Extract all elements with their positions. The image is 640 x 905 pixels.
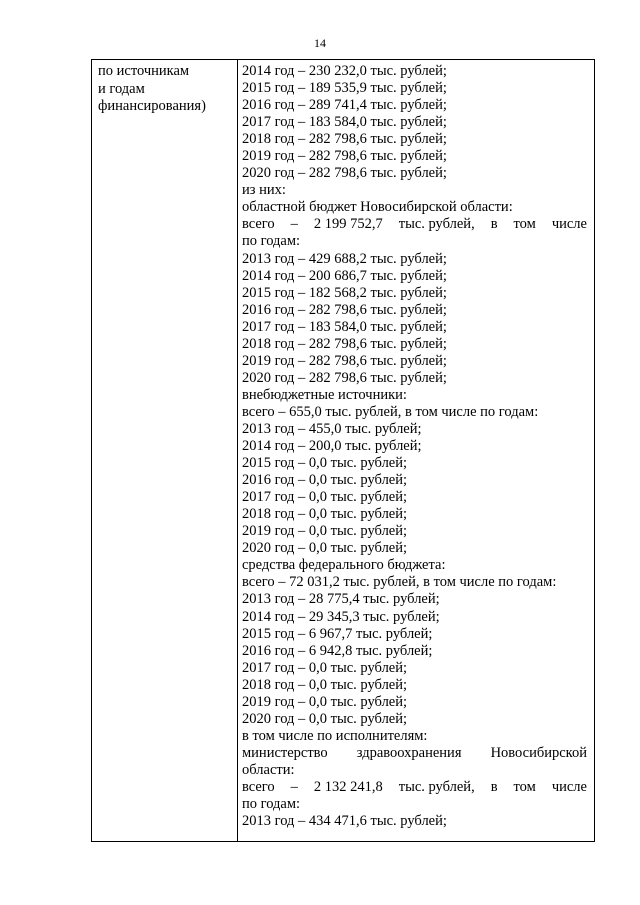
text-line: 2015 год – 189 535,9 тыс. рублей; — [242, 80, 447, 97]
text-line: областной бюджет Новосибирской области: — [242, 199, 513, 216]
justified-text-line — [242, 216, 587, 233]
justified-text-line — [242, 745, 587, 762]
text-line: 2020 год – 282 798,6 тыс. рублей; — [242, 165, 447, 182]
word: здравоохранения — [356, 744, 462, 761]
text-line: 2013 год – 434 471,6 тыс. рублей; — [242, 813, 447, 830]
text-line: 2016 год – 6 942,8 тыс. рублей; — [242, 642, 433, 659]
text-line: 2013 год – 429 688,2 тыс. рублей; — [242, 250, 447, 267]
text-line: 2017 год – 0,0 тыс. рублей; — [242, 659, 408, 676]
column-divider — [237, 60, 238, 841]
word: тыс. рублей, — [398, 778, 475, 795]
text-line: и годам — [98, 80, 145, 97]
text-line: по годам: — [242, 233, 301, 250]
text-line: 2019 год – 282 798,6 тыс. рублей; — [242, 148, 447, 165]
text-line: по годам: — [242, 796, 301, 813]
word: 2 132 241,8 — [313, 778, 383, 795]
word: том — [513, 216, 536, 233]
word: 2 199 752,7 — [313, 216, 383, 233]
word: в — [490, 778, 498, 795]
word: – — [290, 216, 298, 233]
text-line: 2018 год – 0,0 тыс. рублей; — [242, 676, 408, 693]
right-cell — [242, 63, 587, 830]
text-line: в том числе по исполнителям: — [242, 727, 428, 744]
text-line: 2016 год – 289 741,4 тыс. рублей; — [242, 97, 447, 114]
text-line: внебюджетные источники: — [242, 386, 407, 403]
text-line: по источникам — [98, 63, 190, 79]
text-line: из них: — [242, 182, 286, 199]
text-line: 2014 год – 230 232,0 тыс. рублей; — [242, 63, 447, 79]
text-line: 2015 год – 0,0 тыс. рублей; — [242, 455, 408, 472]
text-line: 2014 год – 29 345,3 тыс. рублей; — [242, 608, 440, 625]
page-number: 14 — [314, 36, 326, 50]
text-line: всего – 72 031,2 тыс. рублей, в том числе по годам: — [242, 574, 557, 591]
left-cell — [98, 63, 234, 116]
text-line: 2016 год – 282 798,6 тыс. рублей; — [242, 301, 447, 318]
word: всего — [242, 216, 275, 233]
text-line: финансирования) — [98, 98, 206, 114]
word: министерство — [242, 744, 328, 761]
text-line: 2020 год – 0,0 тыс. рублей; — [242, 710, 408, 727]
word: том — [513, 778, 536, 795]
text-line: 2017 год – 183 584,0 тыс. рублей; — [242, 318, 447, 335]
text-line: 2015 год – 182 568,2 тыс. рублей; — [242, 284, 447, 301]
text-line: 2020 год – 0,0 тыс. рублей; — [242, 540, 408, 557]
text-line: 2018 год – 282 798,6 тыс. рублей; — [242, 335, 447, 352]
text-line: 2015 год – 6 967,7 тыс. рублей; — [242, 625, 433, 642]
text-line: 2017 год – 0,0 тыс. рублей; — [242, 489, 408, 506]
text-line: средства федерального бюджета: — [242, 557, 446, 574]
text-line: 2019 год – 0,0 тыс. рублей; — [242, 693, 408, 710]
text-line: 2014 год – 200,0 тыс. рублей; — [242, 438, 422, 455]
word: Новосибирской — [490, 744, 587, 761]
funding-table — [91, 59, 595, 842]
text-line: 2019 год – 282 798,6 тыс. рублей; — [242, 352, 447, 369]
text-line: 2018 год – 282 798,6 тыс. рублей; — [242, 131, 447, 148]
text-line: 2020 год – 282 798,6 тыс. рублей; — [242, 369, 447, 386]
text-line: 2017 год – 183 584,0 тыс. рублей; — [242, 114, 447, 131]
word: числе — [551, 778, 587, 795]
justified-text-line — [242, 779, 587, 796]
word: тыс. рублей, — [398, 216, 475, 233]
text-line: 2014 год – 200 686,7 тыс. рублей; — [242, 267, 447, 284]
text-line: 2018 год – 0,0 тыс. рублей; — [242, 506, 408, 523]
text-line: 2016 год – 0,0 тыс. рублей; — [242, 472, 408, 489]
text-line: 2019 год – 0,0 тыс. рублей; — [242, 523, 408, 540]
word: числе — [551, 216, 587, 233]
text-line: всего – 655,0 тыс. рублей, в том числе по годам: — [242, 403, 539, 420]
text-line: области: — [242, 761, 295, 778]
word: в — [490, 216, 498, 233]
word: – — [290, 778, 298, 795]
word: всего — [242, 778, 275, 795]
text-line: 2013 год – 28 775,4 тыс. рублей; — [242, 591, 440, 608]
text-line: 2013 год – 455,0 тыс. рублей; — [242, 420, 422, 437]
